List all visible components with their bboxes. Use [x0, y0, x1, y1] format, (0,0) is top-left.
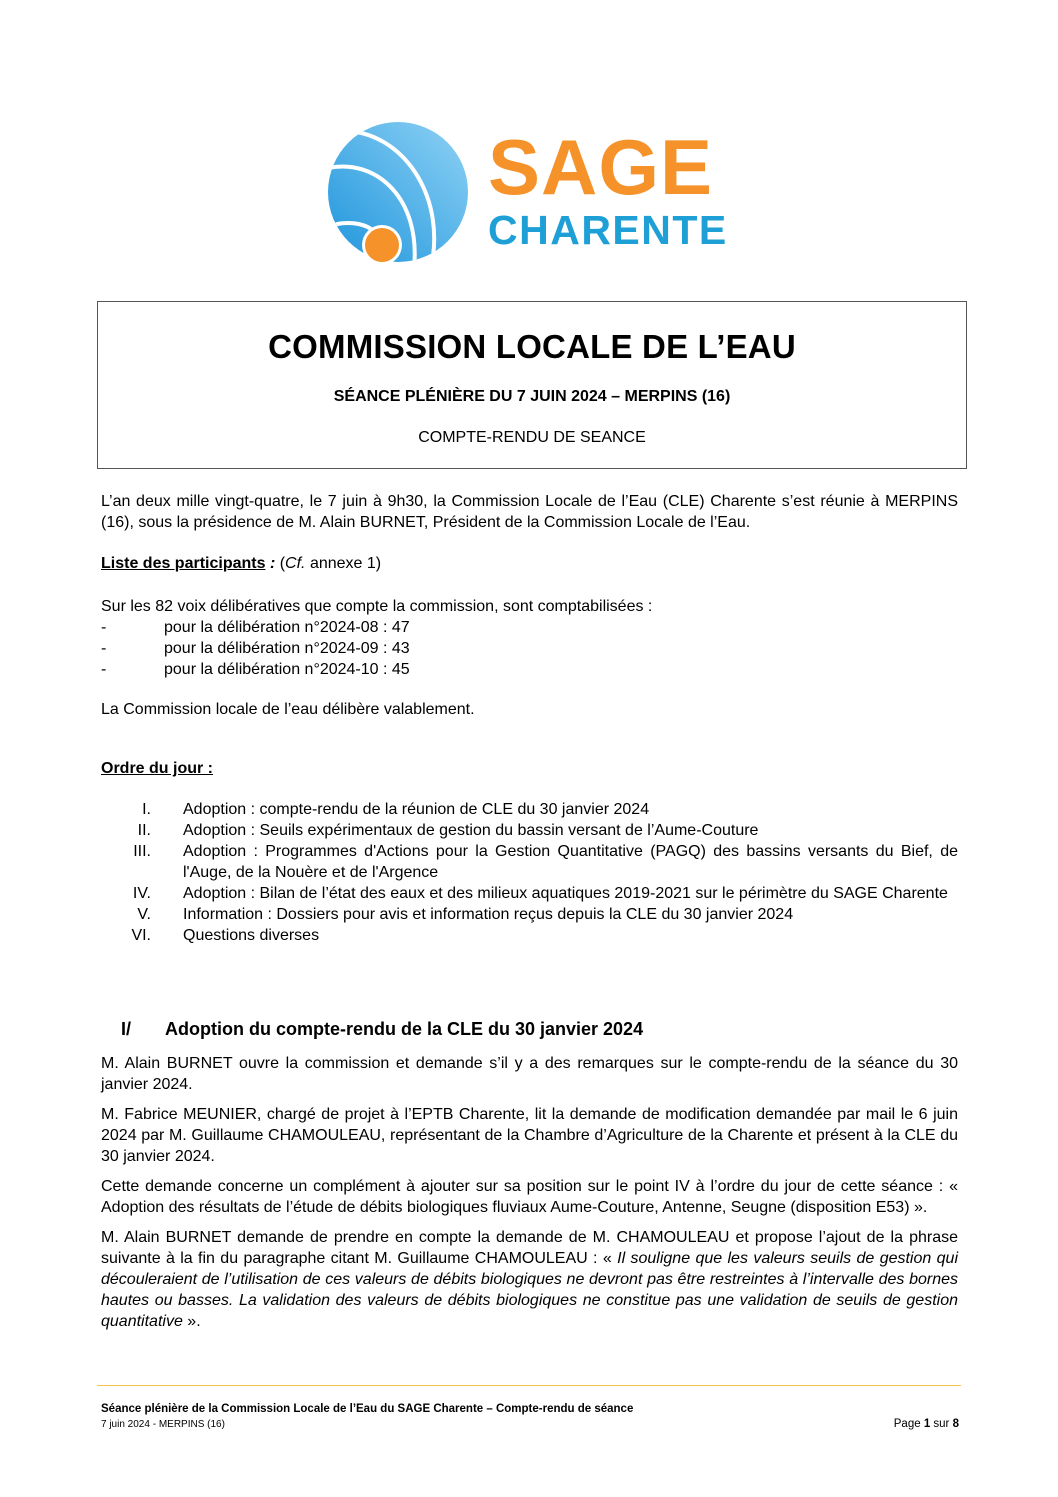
agenda-item-number: IV. — [132, 885, 151, 902]
section-title: Adoption du compte-rendu de la CLE du 30 janvier 2024 — [165, 1019, 644, 1039]
footer-divider — [97, 1385, 961, 1386]
footer-subtitle: 7 juin 2024 - MERPINS (16) — [101, 1419, 225, 1430]
agenda-item-text: Adoption : compte-rendu de la réunion de CLE du 30 janvier 2024 — [183, 801, 650, 818]
agenda-item — [101, 883, 958, 904]
document-type: COMPTE-RENDU DE SEANCE — [418, 429, 646, 446]
participants-paren: ( — [279, 555, 286, 572]
vote-dash: - — [101, 619, 107, 636]
votes-block — [101, 596, 958, 720]
participants-ref: annexe 1) — [305, 555, 382, 572]
section-body — [101, 1053, 958, 1341]
page-current: 1 — [923, 1418, 931, 1430]
document-title: COMMISSION LOCALE DE L’EAU — [268, 328, 796, 365]
vote-dash: - — [101, 640, 107, 657]
agenda-item — [101, 820, 958, 841]
sage-charente-logo — [326, 118, 736, 268]
page-sep: sur — [930, 1418, 953, 1430]
agenda-heading — [101, 758, 958, 779]
votes-conclusion: La Commission locale de l’eau délibère valablement. — [101, 701, 475, 718]
vote-dash: - — [101, 661, 107, 678]
agenda-list — [101, 799, 958, 946]
title-box — [97, 301, 967, 469]
section-number: I/ — [121, 1019, 132, 1039]
agenda-item — [101, 925, 958, 946]
page-total: 8 — [952, 1418, 959, 1430]
intro-paragraph: L’an deux mille vingt-quatre, le 7 juin à 9h30, la Commission Locale de l’Eau (CLE) Charente s’est réunie à MERPINS (16), sous la présidence de M. Alain BURNET, Président de la Commission Locale de l’Eau. — [101, 493, 958, 531]
votes-intro: Sur les 82 voix délibératives que compte la commission, sont comptabilisées : — [101, 598, 653, 615]
quote-intro: M. Alain BURNET demande de prendre en compte la demande de M. CHAMOULEAU et propose l’ajout de la phrase suivante à la fin du paragraphe citant M. Guillaume CHAMOULEAU : « — [101, 1229, 958, 1267]
page-number — [894, 1418, 959, 1430]
vote-text: pour la délibération n°2024-10 : 45 — [164, 661, 410, 678]
agenda-item-number: VI. — [131, 927, 151, 944]
section-paragraph: Cette demande concerne un complément à ajouter sur sa position sur le point IV à l’ordre du jour de cette séance : « Adoption des résultats de l’étude de débits biologiques fluviaux Aume-Couture, Antenne, Seugne (disposition E53) ». — [101, 1178, 958, 1216]
quote-end: ». — [182, 1313, 201, 1330]
agenda-item-text: Adoption : Seuils expérimentaux de gestion du bassin versant de l’Aume-Couture — [183, 822, 759, 839]
agenda-heading-text: Ordre du jour : — [101, 760, 213, 777]
footer-title: Séance plénière de la Commission Locale de l’Eau du SAGE Charente – Compte-rendu de séance — [101, 1403, 634, 1415]
agenda-item-number: II. — [137, 822, 151, 839]
agenda-item-number: I. — [142, 801, 151, 818]
agenda-item-number: III. — [133, 843, 151, 860]
agenda-item-number: V. — [137, 906, 151, 923]
section-paragraph: M. Fabrice MEUNIER, chargé de projet à l’EPTB Charente, lit la demande de modification demandée par mail le 6 juin 2024 par M. Guillaume CHAMOULEAU, représentant de la Chambre d’Agriculture de la Charente et présent à la CLE du 30 janvier 2024. — [101, 1106, 958, 1165]
vote-text: pour la délibération n°2024-09 : 43 — [164, 640, 410, 657]
participants-colon: : — [265, 555, 280, 572]
vote-item — [101, 659, 958, 680]
quote-text: Il souligne que les valeurs seuils de gestion qui découleraient de l’utilisation de ces valeurs de débits biologiques ne devront pas être restreintes à l’intervalle des bornes hautes ou basses. La validation des valeurs de débits biologiques ne constitue pas une validation de seuils de gestion quantitative — [101, 1250, 958, 1330]
agenda-item — [101, 904, 958, 925]
section-heading — [121, 1019, 643, 1040]
agenda-item-text: Adoption : Programmes d'Actions pour la Gestion Quantitative (PAGQ) des bassins versants du Bief, de l'Auge, de la Nouère et de l'Argence — [183, 843, 958, 881]
section-paragraph-quote — [101, 1227, 958, 1332]
vote-item — [101, 617, 958, 638]
participants-cf: Cf. — [285, 555, 306, 572]
participants-line — [101, 553, 958, 574]
logo-text-sage: SAGE — [488, 123, 714, 211]
document-subtitle: SÉANCE PLÉNIÈRE DU 7 JUIN 2024 – MERPINS (16) — [333, 388, 731, 405]
agenda-item — [101, 841, 958, 883]
vote-item — [101, 638, 958, 659]
agenda-item-text: Information : Dossiers pour avis et information reçus depuis la CLE du 30 janvier 2024 — [183, 906, 794, 923]
section-paragraph: M. Alain BURNET ouvre la commission et demande s’il y a des remarques sur le compte-rendu de la séance du 30 janvier 2024. — [101, 1055, 958, 1093]
logo-globe-icon — [326, 118, 476, 268]
page-label: Page — [893, 1418, 924, 1430]
logo-text-charente: CHARENTE — [488, 207, 728, 253]
agenda-item — [101, 799, 958, 820]
participants-label: Liste des participants — [101, 555, 266, 572]
agenda-item-text: Questions diverses — [183, 927, 320, 944]
agenda-item-text: Adoption : Bilan de l’état des eaux et des milieux aquatiques 2019-2021 sur le périmètre du SAGE Charente — [183, 885, 948, 902]
vote-text: pour la délibération n°2024-08 : 47 — [164, 619, 410, 636]
